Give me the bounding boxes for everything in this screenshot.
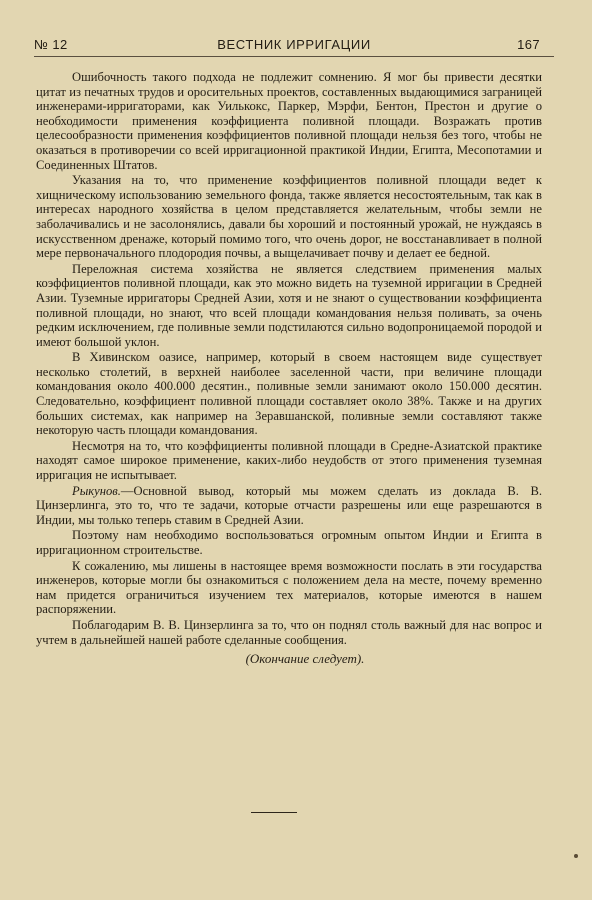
journal-title: ВЕСТНИК ИРРИГАЦИИ [217,37,371,52]
continuation-text: (Окончание следует). [245,651,365,667]
paragraph: К сожалению, мы лишены в настоящее время возможности послать в эти государства инженеров, которые могли бы ознакомиться с положением дела на месте, почему временно нам придется ограничиться изучением тех материалов, которые имеются в нашем распоряжении. [36,558,542,617]
continuation-note [36,652,542,667]
paragraph: Ошибочность такого подхода не подлежит сомнению. Я мог бы привести десятки цитат из печатных трудов и оросительных проектов, составленных выдающимися заграницей инженерами-ирригаторами, как Уилькокс, Паркер, Мэрфи, Бентон, Престон и другие о необходимости применения коэффициента поливной площади. Возражать против целесообразности применения коэффициентов поливной площади нельзя без того, чтобы не оказаться в противоречии со всей ирригационной практикой Индии, Египта, Месопотамии и Соединенных Штатов. [36,70,542,172]
paragraph [36,484,542,528]
paragraph: Переложная система хозяйства не является следствием применения малых коэффициентов поливной площади, как это можно видеть на туземной ирригации в Средней Азии. Туземные ирригаторы Средней Азии, хотя и не знают о существовании коэффициента поливной площади, но знают, что всей площади командования нельзя поливать, за очень редким исключением, где поливные земли подстилаются сильно водопроницаемой породой и имеют большой уклон. [36,261,542,349]
paragraph: Поблагодарим В. В. Цинзерлинга за то, что он поднял столь важный для нас вопрос и учтем в дальнейшей нашей работе сделанные сообщения. [36,617,542,647]
running-header [34,36,554,57]
article-body [36,70,542,667]
paper-spot [574,854,578,858]
end-rule [251,812,297,813]
paragraph: Указания на то, что применение коэффициентов поливной площади ведет к хищническому использованию земельного фонда, также является несостоятельным, так как в интересах народного хозяйства в целом представляется желательным, чтобы земли не заболачивались и не засолонялись, давали бы хороший и постоянный урожай, не нуждаясь в искусственном дренаже, который помимо того, что очень дорог, не восстанавливает в полной мере первоначального плодородия почвы, а выщелачивает почву и делает ее бедной. [36,173,542,261]
paragraph: В Хивинском оазисе, например, который в своем настоящем виде существует несколько столетий, в верхней наиболее заселенной части, при величине площади командования около 400.000 десятин., поливные земли занимают около 150.000 десятин. Следовательно, коэффициент поливной площади составляет около 38%. Также и на других больших системах, как например на Зеравшанской, поливные земли составляют также некоторую часть площади командования. [36,350,542,438]
speaker-name: Рыкунов. [72,483,121,498]
paragraph: Поэтому нам необходимо воспользоваться огромным опытом Индии и Египта в ирригационном строительстве. [36,528,542,557]
page-number: 167 [517,37,540,52]
issue-number: № 12 [34,37,68,52]
paragraph: Несмотря на то, что коэффициенты поливной площади в Средне-Азиатской практике находят самое широкое применение, каких-либо неудобств от этого применения туземная ирригация не испытывает. [36,438,542,483]
speaker-remark: —Основной вывод, который мы можем сделать из доклада В. В. Цинзерлинга, это то, что те задачи, которые отчасти разрешены или еще разрешаются в Индии, мы только теперь ставим в Средней Азии. [36,483,542,527]
